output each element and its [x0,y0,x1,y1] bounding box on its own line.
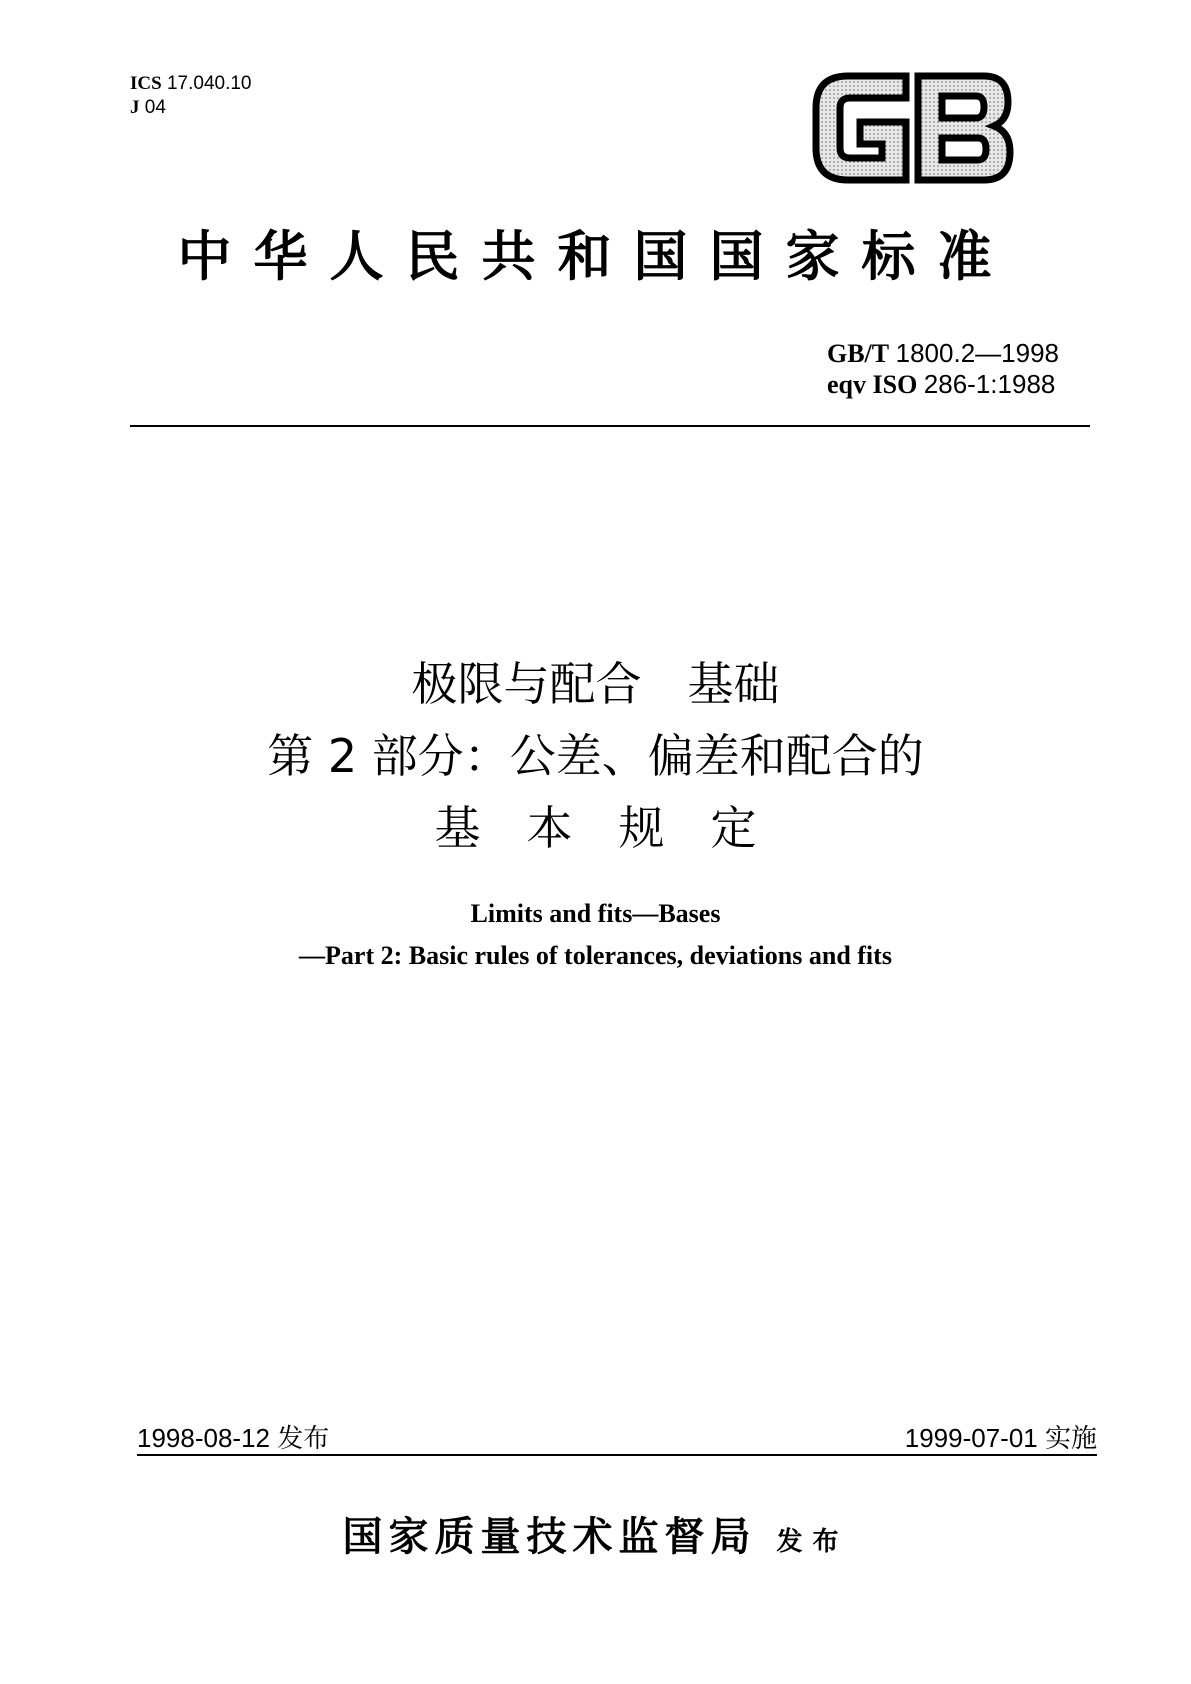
gb-logo-b [918,76,1010,180]
implementation-date: 1999-07-01 实施 [904,1423,1097,1453]
issuing-organization: 国家质量技术监督局 [342,1513,757,1560]
classification-codes [130,72,252,120]
issuer [0,1505,1191,1562]
issue-action: 发布 [776,1527,849,1557]
title-cn-line1: 极限与配合 基础 [411,657,780,711]
issue-date: 1998-08-12 发布 [137,1423,330,1453]
j-line: J 04 [130,97,166,118]
gb-logo-g [816,76,906,180]
ics-line: ICS 17.040.10 [130,73,252,94]
standard-number: GB/T 1800.2—1998 [826,338,1059,368]
gb-logo [808,68,1016,188]
standard-banner: 中华人民共和国国家标准 [177,225,1014,288]
title-en-line2: —Part 2: Basic rules of tolerances, deviations and fits [299,941,892,970]
dates-row [137,1418,1097,1455]
standard-number-block [827,338,1059,400]
equivalent-standard: eqv ISO 286-1:1988 [826,369,1056,399]
header-divider [130,425,1090,427]
title-cn-line3: 基 本 规 定 [434,801,757,855]
title-en-line1: Limits and fits—Bases [470,899,721,928]
title-cn-line2: 第 2 部分：公差、偏差和配合的 [267,729,924,783]
footer-divider [137,1454,1097,1456]
